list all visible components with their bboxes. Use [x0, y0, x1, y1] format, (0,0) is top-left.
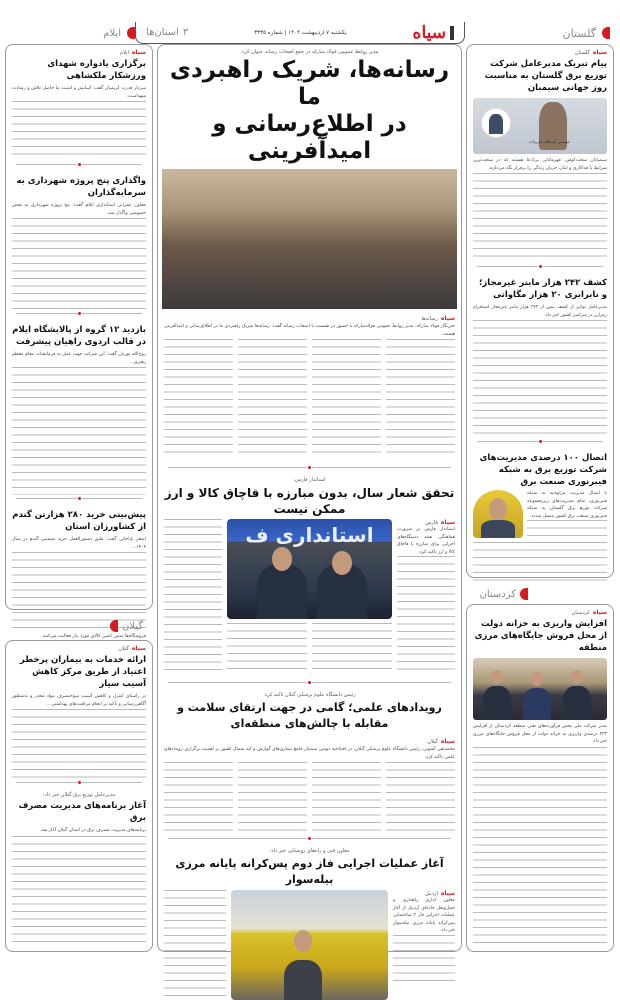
story-headline[interactable]: ارائه خدمات به بیماران پرخطر اعتیاد از طریق مرکز کاهش آسیب سیار — [19, 655, 146, 689]
story-lead: با اتصال مدیریت مراوه‌تپه به شبکه فیبرنوری، تمام مدیریت‌های زیرمجموعه شرکت توزیع برق گلستان به شبکه فیبرنوری صنعت برق کشور متصل شدند. — [527, 491, 607, 519]
byline: سیاه کردستان — [571, 609, 607, 616]
byline: سیاه رسانه‌ها — [421, 315, 455, 322]
byline-logo-icon: سیاه — [131, 645, 146, 652]
divider — [16, 164, 142, 170]
story-lead: سیمبانان سخت‌کوش، قهرمانانی بی‌ادعا هستند که در سخت‌ترین شرایط با فداکاری و ایثار، جریان زندگی را برقرار نگه می‌دارند. — [473, 158, 607, 171]
fars-kicker: استاندار فارس: — [293, 477, 326, 483]
section-marker-icon — [520, 588, 528, 600]
logo-bars-icon — [450, 26, 454, 40]
story-headline[interactable]: بازدید ۱۲ گروه از پالایشگاه ایلام در قالب اردوی راهیان پیشرفت — [12, 325, 146, 347]
story-lead: برنامه‌های مدیریت مصرف برق در استان گیلان آغاز شد. — [39, 828, 146, 833]
divider — [16, 313, 142, 319]
divider — [16, 782, 142, 788]
story-lead: روح‌الله نوریان گفت: این شرکت جهت عمل به فرمایشات مقام معظم رهبری... — [12, 352, 146, 365]
story-lead: مدیر شرکت ملی پخش فرآورده‌های نفتی منطقه کردستان از افزایش ۲۳۳ درصدی واریزی به خزانه دولت از محل فروش جایگاه‌های مرزی خبر داد. — [473, 724, 607, 744]
main-kicker: مدیر روابط عمومی فولاد مبارکه در جمع اصحاب رسانه عنوان کرد: — [240, 49, 379, 55]
main-column: مدیر روابط عمومی فولاد مبارکه در جمع اصحاب رسانه عنوان کرد: رسانه‌ها، شریک راهبردی ما در اطلاع‌رسانی و امیدآفرینی سیاه رسانه‌ها خبرنگار فولاد مبارکه، مدیر روابط عمومی فولادمبارکه با حضور در نشست با اصحاب رسانه گفت: رسانه‌ها شریک راهبردی ما در اطلاع‌رسانی و امیدآفرینی هستند. استاندار فارس: تحقق شعار سال، بدون مبارزه با قاچاق کالا و ارز ممکن نیست سیاه فارس استاندار فارس بر ضرورت هماهنگی همه دستگاه‌های اجرایی برای مبارزه با قاچاق کالا و ارز تاکید کرد. استانداری ف رئیس دانشگاه علوم پزشکی گیلان تاکید کرد: رویدادهای علمی؛ گامی در جهت ارتقای سلامت و مقابله با چالش‌های منطقه‌ای سیاه گیلان محمدتقی آشوبی، رئیس دانشگاه علوم پزشکی گیلان، در افتتاحیه دومین سمینار جامع بیماری‌های گوارش و کبد شمال کشور بر اهمیت برگزاری رویدادهای علمی تاکید کرد. معاون فنی و راه‌های روستایی خبر داد: آغاز عملیات اجرایی فاز دوم پس‌کرانه پایانه مرزی بیله‌سوار سیاه اردبیل معاون اداری راهداری و حمل‌ونقل جاده‌ای اردبیل از آغاز عملیات اجرایی فاز ۲ ساختمانی پس‌کرانه پایانه مرزی بیله‌سوار خبر داد. — [157, 44, 462, 952]
gilan-kicker: رئیس دانشگاه علوم پزشکی گیلان تاکید کرد: — [263, 692, 356, 698]
story-headline[interactable]: واگذاری پنج پروژه شهرداری به سرمایه‌گذاران — [16, 176, 146, 198]
portrait-photo — [473, 490, 523, 538]
bileh-headline[interactable]: آغاز عملیات اجرایی فاز دوم پس‌کرانه پایانه مرزی بیله‌سوار — [175, 857, 444, 886]
byline-logo-icon: سیاه — [592, 49, 607, 56]
story-headline[interactable]: برگزاری یادواره شهدای ورزشکار ملکشاهی — [47, 59, 146, 81]
section-name-left: ایلام — [103, 27, 121, 39]
story-lead: مدیرعامل توانیر از کشف بیش از ۲۴۲ هزار ماینر غیرمجاز استخراج رمزارز در سراسر کشور خبر داد. — [473, 305, 607, 318]
byline-logo-icon: سیاه — [131, 49, 146, 56]
section-marker-icon — [127, 27, 135, 39]
story-headline[interactable]: پیش‌بینی خرید ۲۸۰ هزارتن گندم از کشاورزان استان — [12, 510, 146, 532]
section-name-right: گلستان — [562, 26, 596, 40]
story-body — [12, 367, 146, 495]
golestan-column — [466, 44, 614, 578]
fars-headline[interactable]: تحقق شعار سال، بدون مبارزه با قاچاق کالا و ارز ممکن نیست — [164, 486, 455, 516]
story-body — [12, 709, 146, 779]
main-headline[interactable]: رسانه‌ها، شریک راهبردی ما در اطلاع‌رسانی و امیدآفرینی — [169, 57, 450, 164]
text-column — [164, 339, 233, 459]
story-headline[interactable]: کشف ۲۴۲ هزار ماینر غیرمجاز؛ و نابرابری ۲۰ هزار مگاواتی — [479, 278, 607, 300]
byline: سیاه گیلان — [118, 645, 146, 652]
story-body — [12, 101, 146, 161]
officials-photo — [473, 658, 607, 720]
header-left — [10, 22, 135, 44]
byline-logo-icon: سیاه — [440, 890, 455, 897]
byline: سیاه گلستان — [574, 49, 607, 56]
story-headline[interactable]: آغاز برنامه‌های مدیریت مصرف برق — [18, 801, 146, 823]
main-lead: خبرنگار فولاد مبارکه، مدیر روابط عمومی فولادمبارکه با حضور در نشست با اصحاب رسانه گفت: رسانه‌ها شریک راهبردی ما در اطلاع‌رسانی و امیدآفرینی هستند. — [164, 324, 455, 337]
newspaper-logo: سیاه — [412, 22, 446, 43]
story-lead: اصغر باباخانی گفت: طبق دستورالعمل خرید تضمینی گندم در سال ۱۴۰۴... — [12, 537, 146, 550]
text-column — [164, 519, 222, 676]
story-headline[interactable]: اتصال ۱۰۰ درصدی مدیریت‌های شرکت توزیع برق به شبکه فیبرنوری صنعت برق — [479, 453, 607, 487]
byline-logo-icon: سیاه — [440, 315, 455, 322]
gilan-section-label: گیلان — [110, 620, 143, 632]
meeting-photo — [162, 169, 457, 309]
byline-logo-icon: سیاه — [440, 519, 455, 526]
story-body — [12, 836, 146, 946]
kurdistan-section-label: کردستان — [479, 588, 528, 600]
story-lead: معاون عمرانی استانداری ایلام گفت: پنج پروژه شهرداری به بخش خصوصی واگذار شد. — [12, 203, 146, 216]
gilan-lead: محمدتقی آشوبی، رئیس دانشگاه علوم پزشکی گیلان، در افتتاحیه دومین سمینار جامع بیماری‌های گوارش و کبد شمال کشور بر اهمیت برگزاری رویدادهای علمی تاکید کرد. — [164, 747, 455, 760]
divider — [477, 441, 603, 447]
main-body-columns — [158, 339, 461, 459]
kurdistan-column — [466, 604, 614, 952]
divider — [16, 498, 142, 504]
gilan-headline[interactable]: رویدادهای علمی؛ گامی در جهت ارتقای سلامت و مقابله با چالش‌های منطقه‌ای — [177, 701, 442, 730]
text-column — [164, 890, 226, 1000]
page-number: ۳ — [182, 27, 189, 38]
page-header — [0, 22, 620, 44]
footer-text: فروشگاه‌ها ضمن تامین کالای مورد نیاز فعالیت می‌کنند — [42, 634, 146, 639]
truck-photo — [231, 890, 388, 1000]
text-column — [238, 339, 307, 459]
divider — [168, 467, 451, 473]
byline: سیاه اردبیل — [425, 890, 455, 897]
header-right — [460, 22, 610, 44]
byline: سیاه ایلام — [119, 49, 146, 56]
story-body — [12, 218, 146, 310]
divider — [477, 266, 603, 272]
statue-photo: مهندس آیت‌الله علی‌زاده — [473, 98, 607, 154]
date-issue: یکشنبه ۷ اردیبهشت ۱۴۰۴ | شماره ۳۳۳۵ — [254, 29, 347, 36]
divider — [168, 838, 451, 844]
story-lead: سردار قدرت کریمیان گفت: آسایش و امنیت ما حاصل تلاش و رشادت شهداست. — [12, 86, 146, 99]
fars-photo: استانداری ف — [227, 519, 392, 619]
divider — [168, 682, 451, 688]
byline: سیاه فارس — [425, 519, 455, 526]
gilan-column — [5, 640, 153, 952]
byline-logo-icon: سیاه — [592, 609, 607, 616]
byline-logo-icon: سیاه — [440, 738, 455, 745]
story-kicker: مدیرعامل توزیع برق گیلان خبر داد: — [42, 792, 116, 798]
text-column — [386, 339, 455, 459]
fars-body: سیاه فارس استاندار فارس بر ضرورت هماهنگی همه دستگاه‌های اجرایی برای مبارزه با قاچاق کالا و ارز تاکید کرد. استانداری ف — [158, 519, 461, 676]
byline: سیاه گیلان — [427, 738, 455, 745]
story-headline[interactable]: افزایش واریزی به خزانه دولت از محل فروش جایگاه‌های مرزی منطقه — [474, 619, 607, 653]
story-headline[interactable]: پیام تبریک مدیرعامل شرکت توزیع برق گلستان به مناسبت روز جهانی سیمبان — [484, 59, 607, 93]
section-marker-icon — [110, 620, 118, 632]
story-lead: در راستای کنترل و کاهش آسیب سوءمصرف مواد مخدر و به‌منظور آگاهی‌رسانی و تاکید بر انجام مراقبت‌های بهداشتی... — [12, 694, 146, 707]
pages-label: استان‌ها — [146, 27, 179, 38]
text-column — [312, 339, 381, 459]
section-marker-icon — [602, 27, 610, 39]
header-band — [135, 22, 465, 44]
text-column — [397, 556, 455, 676]
bileh-kicker: معاون فنی و راه‌های روستایی خبر داد: — [269, 848, 350, 854]
